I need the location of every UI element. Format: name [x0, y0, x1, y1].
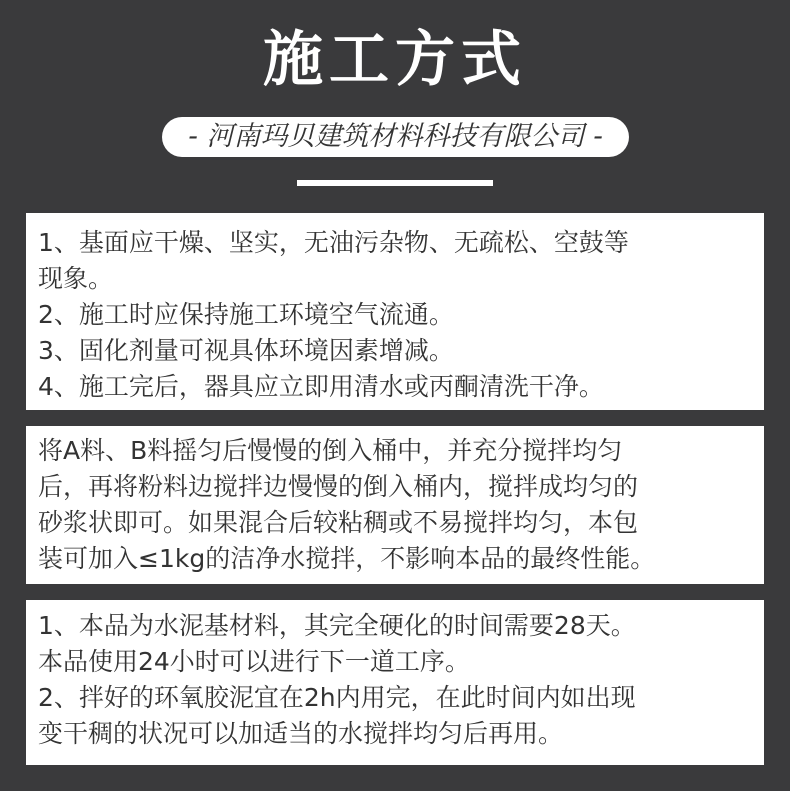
requirements-line: 现象。 — [38, 264, 114, 293]
requirements-panel — [26, 213, 764, 410]
notes-line: 变干稠的状况可以加适当的水搅拌均匀后再用。 — [38, 719, 564, 748]
mixing-line: 砂浆状即可。如果混合后较粘稠或不易搅拌均匀，本包 — [38, 508, 639, 537]
notes-panel — [26, 600, 764, 765]
mixing-instructions-panel — [26, 426, 764, 584]
notes-line: 本品使用24小时可以进行下一道工序。 — [38, 647, 470, 676]
page-title: 施工方式 — [263, 25, 527, 95]
company-name-badge: - 河南玛贝建筑材料科技有限公司 - — [162, 117, 629, 157]
mixing-line: 装可加入≤1kg的洁净水搅拌，不影响本品的最终性能。 — [38, 544, 656, 573]
mixing-line: 将A料、B料摇匀后慢慢的倒入桶中，并充分搅拌均匀 — [38, 436, 623, 465]
notes-line: 2、拌好的环氧胶泥宜在2h内用完，在此时间内如出现 — [38, 683, 636, 712]
requirements-line: 3、固化剂量可视具体环境因素增减。 — [38, 336, 454, 365]
notes-line: 1、本品为水泥基材料，其完全硬化的时间需要28天。 — [38, 611, 636, 640]
requirements-line: 1、基面应干燥、坚实，无油污杂物、无疏松、空鼓等 — [38, 228, 629, 257]
requirements-line: 4、施工完后，器具应立即用清水或丙酮清洗干净。 — [38, 372, 604, 401]
mixing-line: 后，再将粉料边搅拌边慢慢的倒入桶内，搅拌成均匀的 — [38, 472, 639, 501]
requirements-line: 2、施工时应保持施工环境空气流通。 — [38, 300, 454, 329]
title-divider — [297, 180, 493, 186]
